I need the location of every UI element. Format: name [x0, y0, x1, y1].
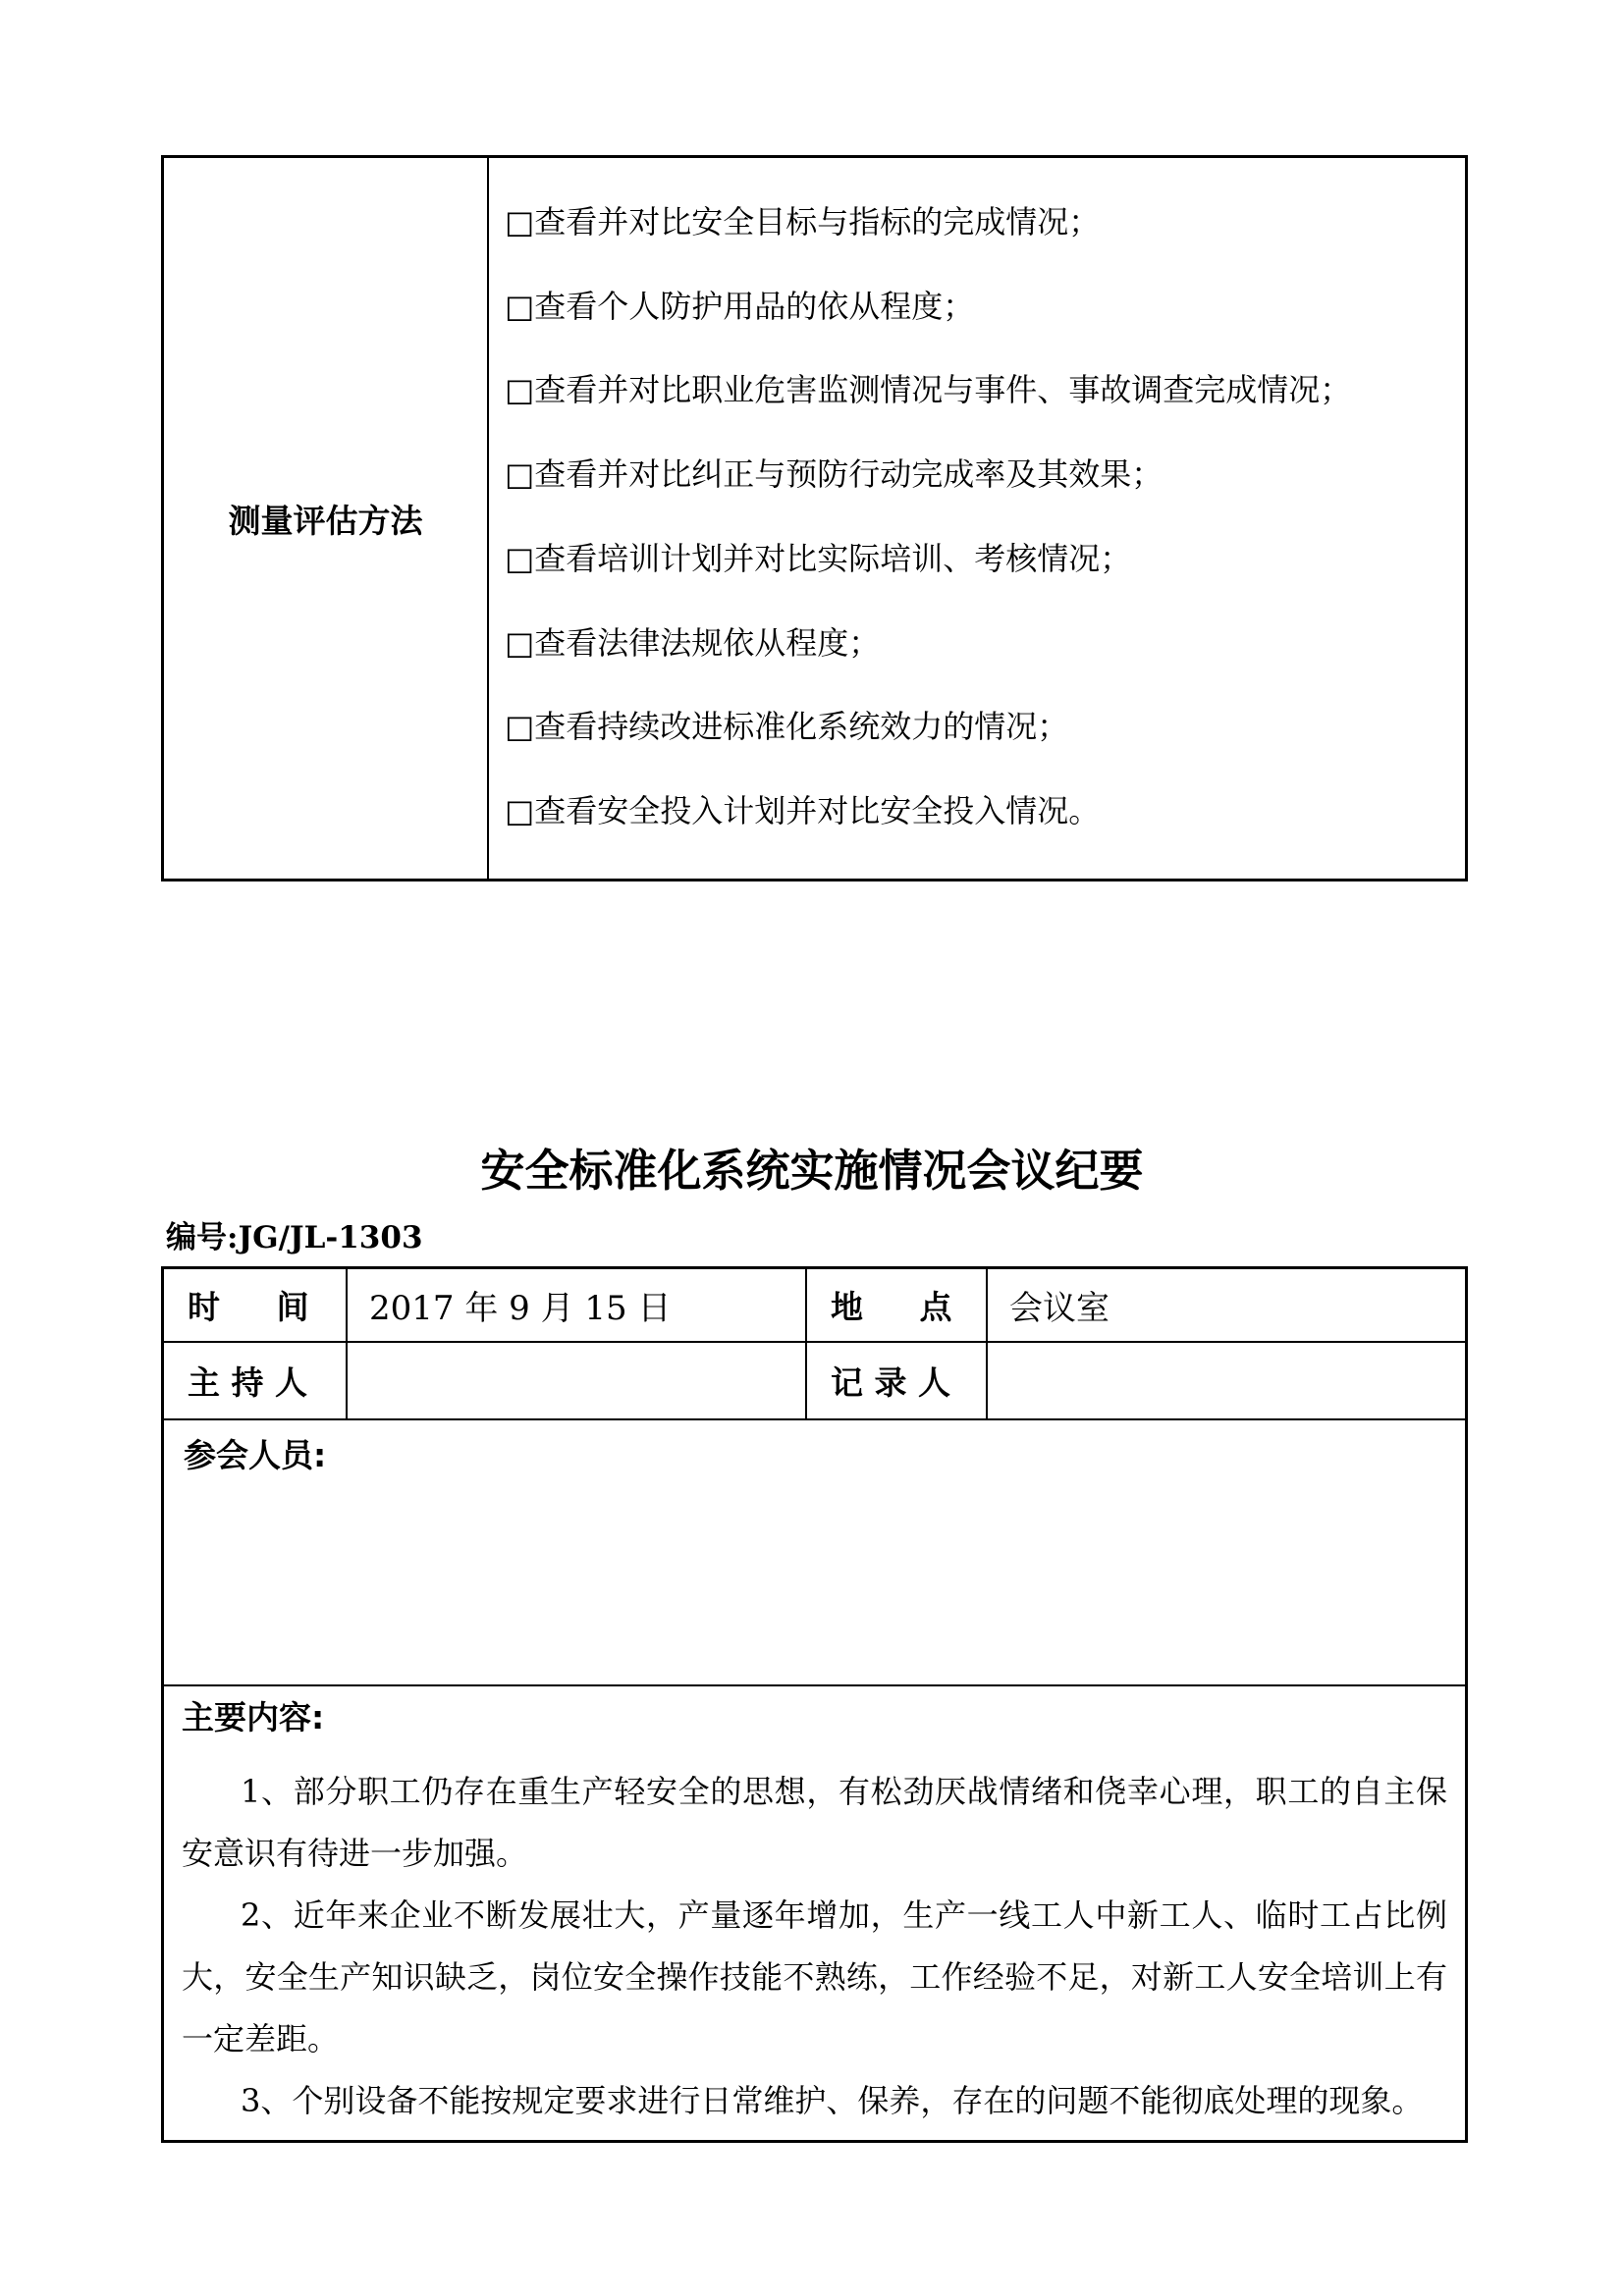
- participants-label: 参会人员:: [184, 1436, 327, 1474]
- main-content-cell: [164, 1686, 1465, 2140]
- recorder-value-cell: [988, 1343, 1465, 1420]
- place-label-cell: 地 点: [807, 1269, 988, 1343]
- evaluation-method-label: 测量评估方法: [228, 501, 423, 540]
- recorder-label-cell: 记 录 人: [807, 1343, 988, 1420]
- content-paragraph-1: 1、部分职工仍存在重生产轻安全的思想，有松劲厌战情绪和侥幸心理，职工的自主保安意识有待进一步加强。: [182, 1773, 1447, 1872]
- place-value-cell: 会议室: [988, 1269, 1465, 1343]
- host-value-cell: [348, 1343, 807, 1420]
- doc-number: 编号:JG/JL-1303: [166, 1220, 423, 1255]
- time-label-cell: 时 间: [164, 1269, 348, 1343]
- evaluation-method-table: [161, 155, 1468, 881]
- checkbox-item: □查看培训计划并对比实际培训、考核情况；: [505, 539, 1132, 577]
- checkbox-item: □查看并对比纠正与预防行动完成率及其效果；: [505, 455, 1164, 494]
- checkbox-item: □查看法律法规依从程度；: [505, 623, 881, 662]
- checkbox-item: □查看个人防护用品的依从程度；: [505, 287, 975, 325]
- checkbox-item: □查看并对比职业危害监测情况与事件、事故调查完成情况；: [505, 371, 1352, 409]
- checkbox-item: □查看持续改进标准化系统效力的情况；: [505, 708, 1069, 746]
- checkbox-item: □查看并对比安全目标与指标的完成情况；: [505, 203, 1101, 240]
- checkbox-item: □查看安全投入计划并对比安全投入情况。: [505, 791, 1101, 829]
- participants-cell: [164, 1420, 1465, 1686]
- host-label-cell: 主 持 人: [164, 1343, 348, 1420]
- meeting-minutes-table: [161, 1266, 1468, 2143]
- page-title: 安全标准化系统实施情况会议纪要: [480, 1145, 1144, 1197]
- content-paragraph-2: 2、近年来企业不断发展壮大，产量逐年增加，生产一线工人中新工人、临时工占比例大，安全生产知识缺乏，岗位安全操作技能不熟练，工作经验不足，对新工人安全培训上有一定差距。: [182, 1896, 1447, 2057]
- main-content-label: 主要内容:: [182, 1698, 325, 1736]
- time-value-cell: 2017 年 9 月 15 日: [348, 1269, 807, 1343]
- evaluation-method-checklist: [489, 158, 1465, 879]
- content-paragraph-3: 3、个别设备不能按规定要求进行日常维护、保养，存在的问题不能彻底处理的现象。: [241, 2082, 1424, 2119]
- evaluation-method-label-cell: [164, 158, 489, 879]
